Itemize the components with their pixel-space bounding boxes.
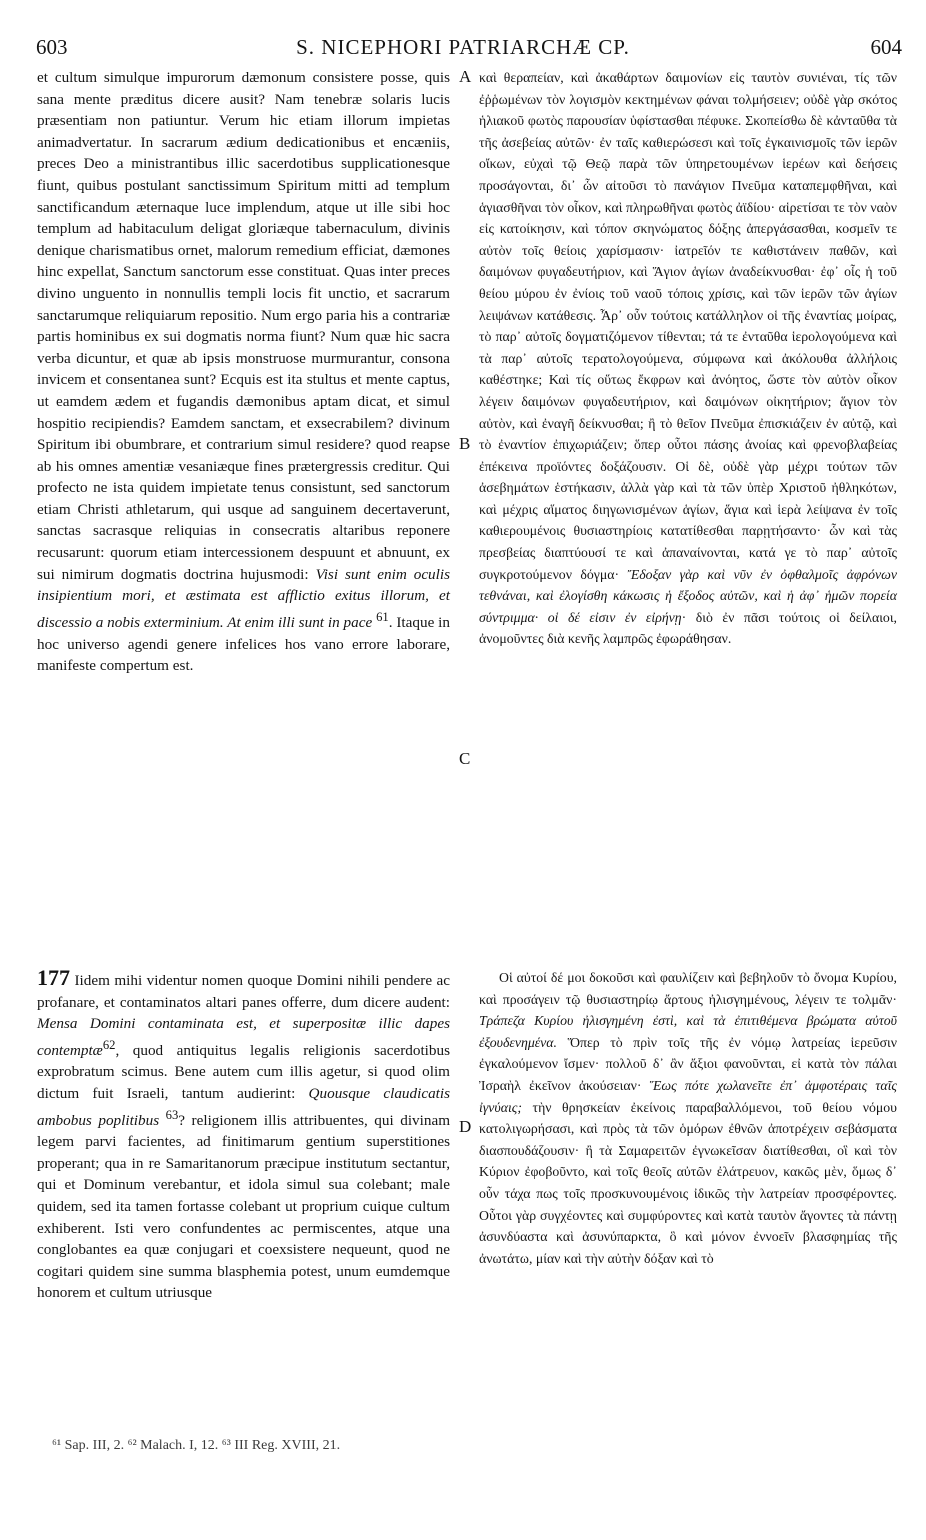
latin-scripture-quote: Mensa Domini contaminata est, et superpositæ illic dapes contemptæ (37, 1015, 450, 1059)
latin-paragraph-177 (37, 967, 450, 1304)
greek-text: Ὅπερ τὸ πρὶν τοῖς τῆς ἐν νόμῳ λατρείας ἱερεῦσιν ἐγκαλούμενον ἴσμεν· πολλοῦ δ᾽ ἂν ἄξιοι φανοῦνται, εἰ κατὰ τὸν πάλαι Ἰσραὴλ ἐκεῖνον ἀκούσειαν· (479, 1034, 897, 1093)
greek-scripture-quote: Ἕως πότε χωλανεῖτε ἐπ᾽ ἀμφοτέραις ταῖς ἰγνύαις; (479, 1077, 897, 1115)
latin-scripture-quote: Visi sunt enim oculis insipientium mori, et æstimata est afflictio exitus illorum, et discessio a nobis exterminium. At enim illi sunt in pace (37, 565, 451, 631)
footnote-ref-62: 62 (102, 1037, 116, 1052)
latin-scripture-quote: Quousque claudicatis ambobus poplitibus (37, 1085, 451, 1129)
latin-paragraph (37, 67, 450, 677)
margin-marker-d: D (459, 1117, 472, 1136)
margin-marker-b: B (459, 434, 471, 453)
greek-scripture-quote: Τράπεζα Κυρίου ἠλισγημένη ἐστὶ, καὶ τὰ ἐπιτιθέμενα βρώματα αὐτοῦ ἐξουδενημένα. (479, 1013, 897, 1050)
latin-text: Iidem mihi videntur nomen quoque Domini nihili pendere ac profanare, et contaminatos altari panes offerre, dum dicere audent: (37, 972, 450, 1011)
greek-paragraph (479, 67, 897, 650)
paragraph-number: 177 (37, 965, 70, 990)
margin-marker-c: C (459, 749, 471, 768)
latin-text-end: . Itaque in hoc universo agendi genere infelices hos vano errore laborare, manifeste compertum est. (37, 613, 450, 675)
greek-text: Οἱ αὐτοί δέ μοι δοκοῦσι καὶ φαυλίζειν καὶ βεβηλοῦν τὸ ὄνομα Κυρίου, καὶ προσάγειν τῷ θυσιαστηρίῳ ἄρτους ἠλισγημένους, λέγειν τε τολμᾶν· (479, 970, 897, 1007)
footnotes: ⁶¹ Sap. III, 2. ⁶² Malach. I, 12. ⁶³ III Reg. XVIII, 21. (52, 1438, 341, 1453)
latin-text: et cultum simulque impurorum dæmonum consistere posse, quis sana mente præditus dicere ausit? Nam tenebræ solaris lucis præsentiam non patiuntur. Verum hic etiam illorum impietas animadvertatur. In sacrarum ædium dedicationibus et encæniis, preces Deo a ministrantibus illic sacerdotibus supplicationesque fiunt, quibus postulant sanctissimum Spiritum mitti ad templum sanctificandum æternaque luce implendum, atque ut ille sibi hoc templum ad habitaculum deligat gloriæque tabernaculum, divinis denique charismatibus ornet, malorum remedium efficiat, dæmones hinc expellat, Sanctum sanctorum esse constituat. Quas inter preces divino unguento in nonnullis templi locis fit unctio, et sacrarum sanctarumque reliquiarum repositio. Num ergo paria his a contrariæ partis hominibus ex sui dogmatis norma fiunt? Num quæ hic sacra verba dicuntur, et quæ ab ipsis monstruose murmurantur, consona invicem et consentanea sunt? Ecquis est ita stultus et mente captus, ut eamdem ædem et fugandis dæmonibus aptam dicat, et simul hospitio recipiendis? Eamdem sanctam, et exsecrabilem? divinum Spiritum ibi obumbrare, et contrarium simul residere? quod reapse ab his omnes amentiæ vesaniæque fines prætergressis creditur. Qui profecto ne ista quidem impietate tenus consistunt, sed sanctorum etiam Christi athletarum, qui usque ad sanguinem decertaverunt, sanctas sacrasque reliquias in consecratis altaribus reponere recusarunt: quorum etiam intercessionem despuunt et abnuunt, ex sui nimirum dogmatis doctrina hujusmodi: (37, 69, 450, 583)
latin-text: ? religionem illis attribuentes, qui divinam legem parvi facientes, ad finitimarum gentium superstitiones properant; qua in re Samaritanorum præcipue institutum sectantur, qui et Dominum verebantur, et idola simul sua colebant; male quidem, sed ita tamen fortasse colebant ut proprium cuique cultum exhiberent. Isti vero confundentes ac permiscentes, atque una conglobantes ea quæ conjugari et coexsistere nequeunt, quod ne cogitari quidem sine summa blasphemia potest, unum eumdemque honorem et cultum utriusque (37, 1111, 451, 1302)
page-number-right: 604 (870, 35, 902, 59)
greek-paragraph-177 (479, 967, 897, 1269)
footnote-ref-61: 61 (376, 609, 389, 624)
greek-column-section-1 (479, 67, 897, 650)
latin-column-section-2 (37, 967, 450, 1304)
greek-text: καὶ θεραπείαν, καὶ ἀκαθάρτων δαιμονίων εἰς ταυτὸν συνιέναι, τίς τῶν ἐῤῥωμένων τὸν λογισμὸν κεκτημένων φάναι τολμήσειεν; οὐδὲ γὰρ σκότος ἡλιακοῦ φωτὸς παρουσίαν ὑφίστασθαι πέφυκε. Σκοπείσθω δὲ κἀνταῦθα τὰ τῆς ἀσεβείας αὐτῶν· ἐν ταῖς καθιερώσεσι καὶ τοῖς ἐγκαινισμοῖς τῶν ἱερῶν οἴκων, εὐχαὶ τῷ Θεῷ παρὰ τῶν ὑπηρετουμένων ἱερέων καὶ δεήσεις προσάγονται, δι᾽ ὧν αἰτοῦσι τὸ πανάγιον Πνεῦμα καταπεμφθῆναι, καὶ ἁγιασθῆναι τὸν οἶκον, καὶ πληρωθῆναι φωτὸς ἀϊδίου· αἱρετίσαι τε τὸν ναὸν εἰς κατοίκησιν, καὶ τόπον σκηνώματος δόξης ἀπεργάσασθαι, κοσμεῖν τε αὐτὸν τοῖς θείοις χαρίσμασιν· ἰατρεῖόν τε καθιστάνειν παθῶν, καὶ δαιμόνων φυγαδευτήριον, καὶ Ἅγιον ἁγίων ἀναδείκνυσθαι· ἐφ᾽ οἷς ἡ τοῦ θείου μύρου ἐν ἐνίοις τοῦ ναοῦ τόποις χρίσις, καὶ τῶν ἱερῶν τῶν ἁγίων λειψάνων κατάθεσις. Ἆρ᾽ οὖν τούτοις κατάλληλον οἱ τῆς ἐναντίας μοίρας, τὸ παρ᾽ αὐτοῖς δογματιζόμενον τίθενται; τά τε ἐνταῦθα ἱερολογούμενα καὶ τὰ παρ᾽ αὐτοῖς τερατολογούμενα, σύμφωνα καὶ ἀκόλουθα ἀλλήλοις καθέστηκε; Καὶ τίς οὕτως ἔκφρων καὶ ἀνόητος, ὥστε τὸν αὐτὸν οἶκον λέγειν δαιμόνων φυγαδευτήριον, καὶ δαιμόνων οἰκητήριον; ἅγιον τὸν αὐτὸν, καὶ ἐναγῆ δείκνυσθαι; ἢ τὸ θεῖον Πνεῦμα ἐπισκιάζειν ἐν αὐτῷ, καὶ τὸ ἐναντίον ἐπιχωριάζειν; ὅπερ οὗτοι πάσης ἀνοίας καὶ φρενοβλαβείας ἐπέκεινα προϊόντες δοξάζουσιν. Οἱ δὲ, οὐδὲ γὰρ μέχρι τούτων τῶν ἀσεβημάτων ἑστήκασιν, ἀλλὰ γὰρ καὶ τὰ τῶν ὑπὲρ Χριστοῦ ἠθληκότων, καὶ μέχρις αἵματος διηγωνισμένων ἁγίων, ἅγια καὶ ἱερὰ λείψανα ἐν τοῖς καθιερουμένοις θυσιαστηρίοις κατατίθεσθαι παρῃτήσαντο· ὧν καὶ τὰς πρεσβείας διαπτύουσί τε καὶ ἀπαναίνονται, κατά γε τὸ παρ᾽ αὐτοῖς συγκροτούμενον δόγμα· (479, 70, 897, 582)
greek-text-end: · διὸ ἐν πᾶσι τούτοις οἱ δείλαιοι, ἀνομοῦντες διὰ κενῆς λαμπρῶς ἐφωράθησαν. (479, 609, 897, 647)
latin-text: , quod antiquitus legalis religionis sacerdotibus exprobratum scimus. Bene autem cum illis agetur, si quod olim dictum fuit Israeli, tantum audierint: (37, 1041, 450, 1103)
margin-marker-a: A (459, 67, 472, 86)
footnote-ref-63: 63 (165, 1107, 179, 1122)
greek-text: τὴν θρησκείαν ἐκείνοις παραβαλλόμενοι, τοῦ θείου νόμου κατολιγωρήσασι, καὶ πρὸς τὰ τῶν ὁμόρων ἐθνῶν ἀποτρέχειν σεβάσματα διασπουδάζουσιν· ἢ τὰ Σαμαρειτῶν ἐγνωκεῖσαν διατίθεσθαι, οἳ καὶ τὸν Κύριον ἐφοβοῦντο, καὶ τοῖς θεοῖς αὐτῶν ἐλάτρευον, κακῶς μὲν, ὅμως δ᾽ οὖν τάχα πως τοῖς προσκυνουμένοις ἰδικῶς τὴν λατρείαν προσφέροντες. Οὗτοι γὰρ συγχέοντες καὶ συμφύροντες καὶ κατὰ ταυτὸν ἄγοντες τὰ πάντῃ ἀσυνδύαστα καὶ ἀσυνύπαρκτα, ὃ καὶ μόνον ἐννοεῖν βλασφημίας τῆς ἀνωτάτω, μίαν καὶ τὴν αὐτὴν δόξαν καὶ τὸ (479, 1099, 898, 1266)
greek-scripture-quote: Ἔδοξαν γὰρ καὶ νῦν ἐν ὀφθαλμοῖς ἀφρόνων τεθνάναι, καὶ ἐλογίσθη κάκωσις ἡ ἔξοδος αὐτῶν, καὶ ἡ ἀφ᾽ ἡμῶν πορεία σύντριμμα· οἱ δέ εἰσιν ἐν εἰρήνῃ (479, 566, 897, 625)
greek-column-section-2 (479, 967, 897, 1269)
page-number-left: 603 (36, 35, 68, 59)
running-title: S. NICEPHORI PATRIARCHÆ CP. (296, 35, 630, 59)
latin-column-section-1 (37, 67, 450, 677)
